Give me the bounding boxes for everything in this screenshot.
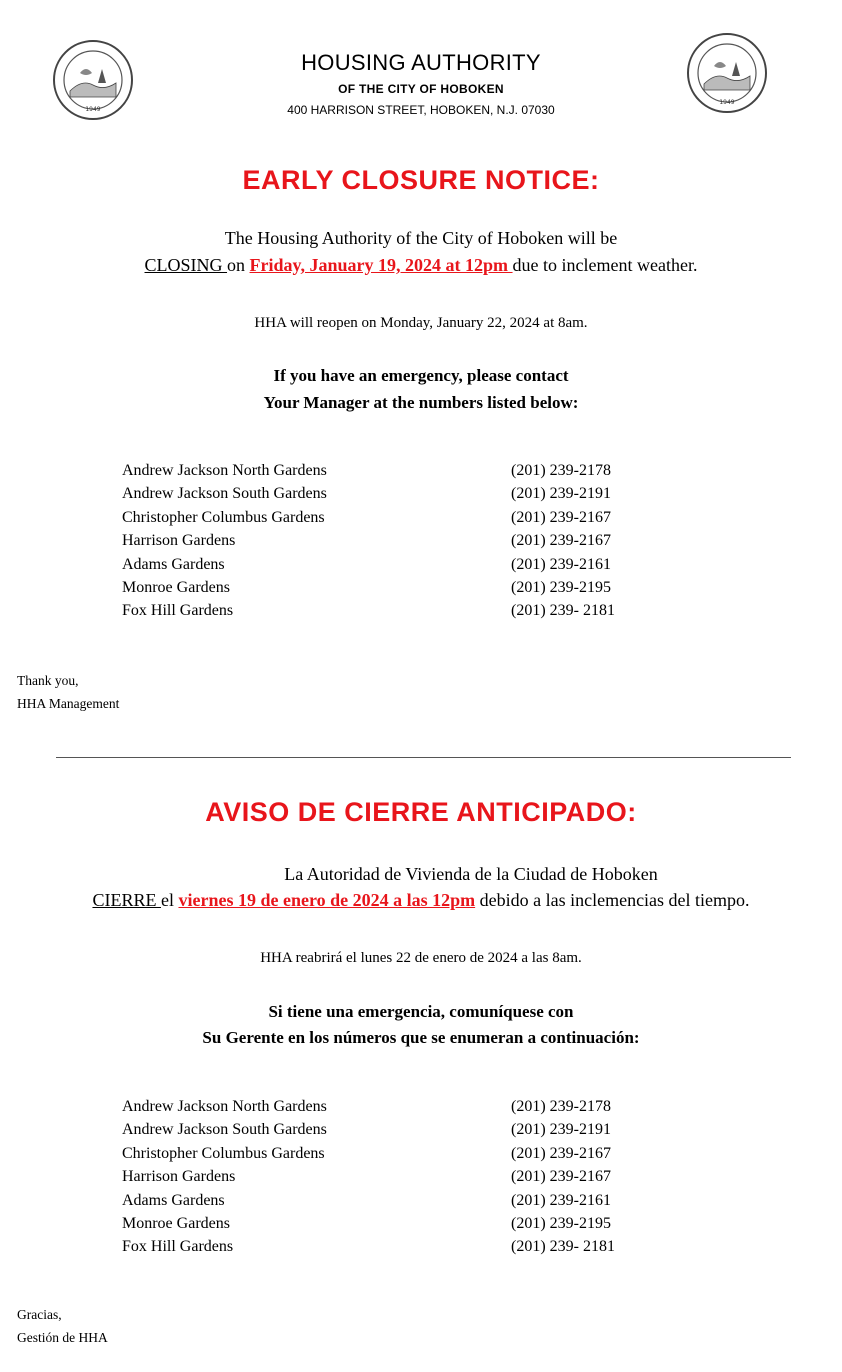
emergency-line1-spanish: Si tiene una emergencia, comuníquese con — [268, 1002, 574, 1021]
signoff-signature: Gestión de HHA — [17, 1330, 108, 1345]
reopen-line-english: HHA will reopen on Monday, January 22, 2024 at 8am. — [254, 315, 588, 331]
property-name: Monroe Gardens — [122, 1214, 230, 1232]
list-item — [122, 556, 682, 579]
list-item — [122, 1215, 682, 1238]
list-item — [122, 1098, 682, 1121]
phone-number: (201) 239-2167 — [511, 508, 611, 526]
emergency-line2-spanish: Su Gerente en los números que se enumeran a continuación: — [202, 1028, 640, 1047]
property-name: Andrew Jackson North Gardens — [122, 462, 327, 479]
list-item — [122, 532, 682, 555]
on-word: el — [160, 890, 179, 910]
closing-line-english — [0, 255, 842, 276]
svg-text:1949: 1949 — [719, 99, 735, 106]
organization-title: HOUSING AUTHORITY — [301, 50, 541, 75]
emergency-line1-english: If you have an emergency, please contact — [273, 366, 569, 385]
property-name: Andrew Jackson North Gardens — [122, 1098, 327, 1115]
property-name: Fox Hill Gardens — [122, 1238, 234, 1256]
list-item — [122, 462, 682, 485]
phone-number: (201) 239- 2181 — [511, 1238, 615, 1256]
phone-number: (201) 239-2167 — [511, 1144, 611, 1162]
signoff-signature: HHA Management — [17, 696, 120, 711]
notice-line-spanish: La Autoridad de Vivienda de la Ciudad de Hoboken — [284, 864, 658, 884]
phone-number: (201) 239-2161 — [511, 1191, 611, 1209]
phone-number: (201) 239-2191 — [511, 485, 611, 503]
emergency-line2-english: Your Manager at the numbers listed below: — [263, 393, 579, 412]
closure-date: viernes 19 de enero de 2024 a las 12pm — [178, 890, 476, 910]
list-item — [122, 1121, 682, 1144]
section-divider — [56, 757, 791, 758]
notice-title-spanish: AVISO DE CIERRE ANTICIPADO: — [205, 797, 637, 827]
property-name: Harrison Gardens — [122, 1168, 236, 1186]
signoff-thanks: Gracias, — [17, 1307, 62, 1322]
contact-list-spanish — [122, 1098, 682, 1262]
property-name: Fox Hill Gardens — [122, 602, 234, 620]
notice-line-english: The Housing Authority of the City of Hoboken will be — [224, 228, 618, 248]
closure-date: Friday, January 19, 2024 at 12pm — [249, 255, 513, 275]
list-item — [122, 485, 682, 508]
list-item — [122, 1192, 682, 1215]
list-item — [122, 1238, 682, 1261]
property-name: Adams Gardens — [122, 1191, 225, 1209]
closing-word: CIERRE — [92, 890, 161, 910]
reopen-line-spanish: HHA reabrirá el lunes 22 de enero de 2024 a las 8am. — [260, 950, 582, 966]
phone-number: (201) 239-2161 — [511, 555, 611, 573]
property-name: Andrew Jackson South Gardens — [122, 1121, 327, 1139]
list-item — [122, 509, 682, 532]
closure-reason: debido a las inclemencias del tiempo. — [475, 890, 750, 910]
signoff-spanish — [17, 1303, 108, 1349]
property-name: Christopher Columbus Gardens — [122, 1144, 325, 1162]
phone-number: (201) 239-2191 — [511, 1121, 611, 1139]
property-name: Monroe Gardens — [122, 578, 230, 596]
phone-number: (201) 239-2167 — [511, 532, 611, 550]
on-word: on — [227, 255, 250, 275]
organization-subtitle: OF THE CITY OF HOBOKEN — [338, 82, 504, 96]
property-name: Christopher Columbus Gardens — [122, 508, 325, 526]
closing-line-spanish — [0, 890, 842, 911]
organization-address: 400 HARRISON STREET, HOBOKEN, N.J. 07030 — [287, 103, 555, 117]
closure-reason: due to inclement weather. — [512, 255, 698, 275]
notice-title-english: EARLY CLOSURE NOTICE: — [242, 165, 600, 195]
property-name: Adams Gardens — [122, 555, 225, 573]
property-name: Andrew Jackson South Gardens — [122, 485, 327, 503]
contact-list-english — [122, 462, 682, 626]
list-item — [122, 1168, 682, 1191]
property-name: Harrison Gardens — [122, 532, 236, 550]
signoff-english — [17, 669, 119, 715]
phone-number: (201) 239-2178 — [511, 462, 611, 479]
phone-number: (201) 239- 2181 — [511, 602, 615, 620]
phone-number: (201) 239-2195 — [511, 578, 611, 596]
list-item — [122, 579, 682, 602]
signoff-thanks: Thank you, — [17, 673, 79, 688]
phone-number: (201) 239-2195 — [511, 1214, 611, 1232]
phone-number: (201) 239-2178 — [511, 1098, 611, 1115]
list-item — [122, 602, 682, 625]
phone-number: (201) 239-2167 — [511, 1168, 611, 1186]
closing-word: CLOSING — [144, 255, 228, 275]
svg-text:1949: 1949 — [85, 106, 101, 113]
list-item — [122, 1145, 682, 1168]
